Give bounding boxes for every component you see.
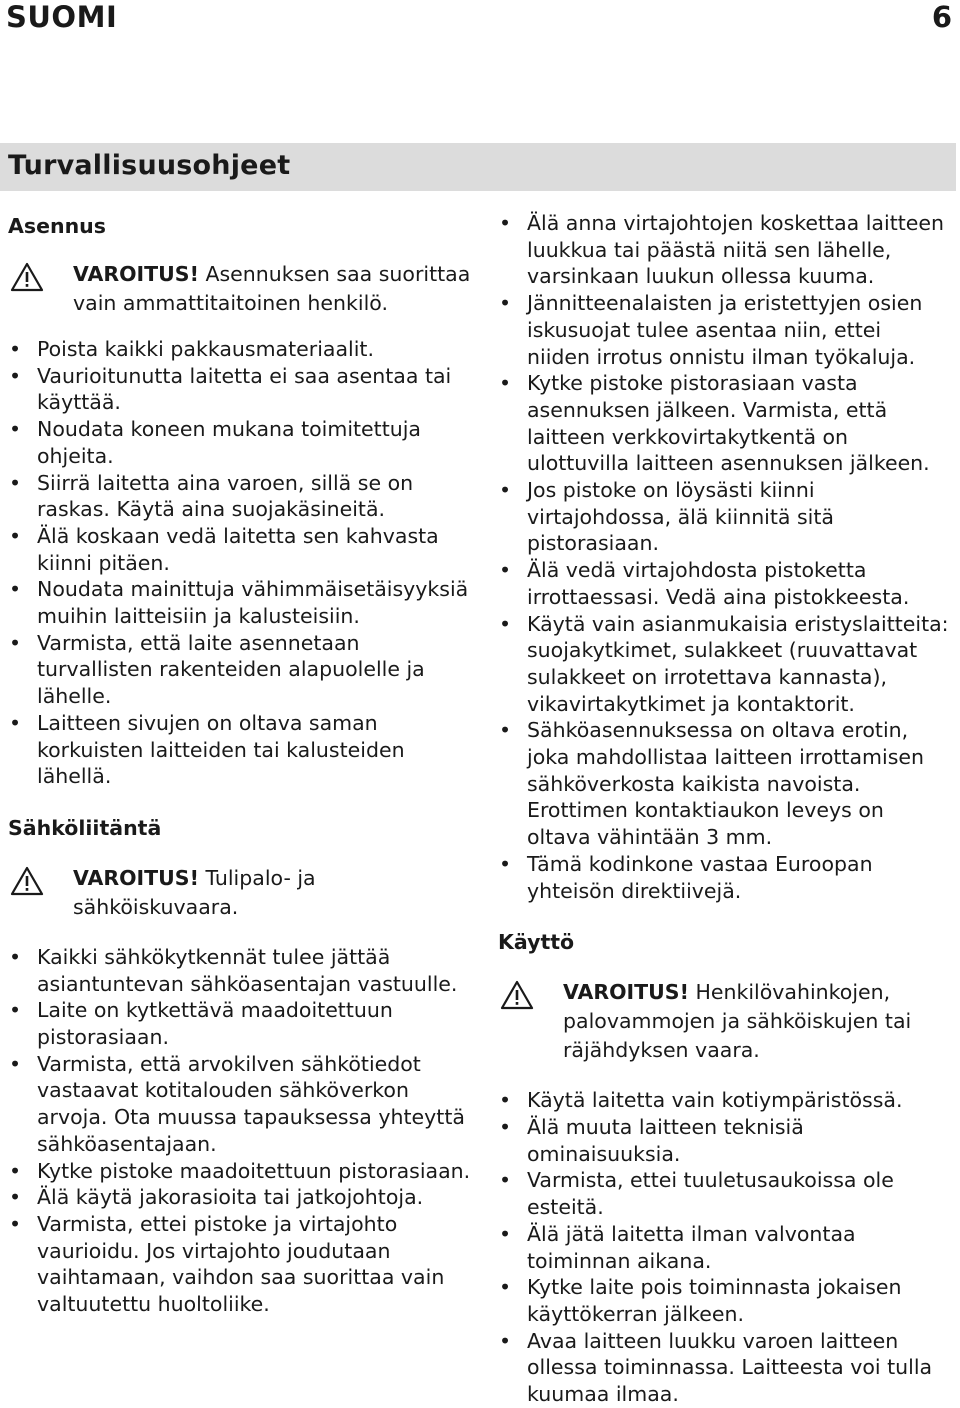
warning-kaytto (498, 978, 950, 1065)
language-label: SUOMI (6, 0, 118, 34)
page-number: 6 (931, 0, 952, 34)
list-item: • Vaurioitunutta laitetta ei saa asentaa tai käyttää. (8, 363, 478, 416)
list-item: • Jos pistoke on löysästi kiinni virtajohdossa, älä kiinnitä sitä pistorasiaan. (498, 477, 950, 557)
list-item: • Varmista, että arvokilven sähkötiedot vastaavat kotitalouden sähköverkon arvoja. Ota muussa tapauksessa yhteyttä sähköasentajaan. (8, 1051, 478, 1158)
list-item: • Varmista, ettei pistoke ja virtajohto vaurioidu. Jos virtajohto joudutaan vaihtamaan, vaihdon saa suorittaa vain valtuutettu huoltoliike. (8, 1211, 478, 1318)
list-item: • Avaa laitteen luukku varoen laitteen ollessa toiminnassa. Laitteesta voi tulla kuumaa ilmaa. (498, 1328, 950, 1408)
list-item: • Varmista, ettei tuuletusaukoissa ole esteitä. (498, 1167, 950, 1220)
warning-label: VAROITUS! (73, 865, 199, 890)
warning-triangle-icon (10, 262, 44, 292)
list-item: • Käytä vain asianmukaisia eristyslaitteita: suojakytkimet, sulakkeet (ruuvattavat sulakkeet on irrotettava kannasta), vikavirtakytkimet ja kontaktorit. (498, 611, 950, 718)
warning-label: VAROITUS! (563, 980, 689, 1005)
warning-triangle-icon (10, 866, 44, 896)
right-column (498, 210, 950, 1408)
warning-triangle-icon (500, 980, 534, 1010)
heading-asennus: Asennus (8, 214, 106, 238)
list-item: • Älä käytä jakorasioita tai jatkojohtoja. (8, 1184, 478, 1211)
list-item: • Käytä laitetta vain kotiympäristössä. (498, 1087, 950, 1114)
warning-label: VAROITUS! (73, 262, 199, 286)
list-item: • Älä vedä virtajohdosta pistoketta irrottaessasi. Vedä aina pistokkeesta. (498, 557, 950, 610)
warning-asennus (8, 260, 478, 318)
left-column (8, 212, 478, 1318)
heading-sahkoliitanta: Sähköliitäntä (8, 815, 162, 840)
list-item: • Poista kaikki pakkausmateriaalit. (8, 336, 478, 363)
list-item: • Kytke pistoke pistorasiaan vasta asennuksen jälkeen. Varmista, että laitteen verkkovirtakytkentä on ulottuvilla laitteen asennuksen jälkeen. (498, 370, 950, 477)
list-item: • Älä koskaan vedä laitetta sen kahvasta kiinni pitäen. (8, 523, 478, 576)
list-item: • Älä anna virtajohtojen koskettaa laitteen luukkua tai päästä niitä sen lähelle, varsinkaan luukun ollessa kuuma. (498, 210, 950, 290)
list-item: • Kaikki sähkökytkennät tulee jättää asiantuntevan sähköasentajan vastuulle. (8, 944, 478, 997)
list-item: • Laitteen sivujen on oltava saman korkuisten laitteiden tai kalusteiden lähellä. (8, 710, 478, 790)
list-item: • Noudata koneen mukana toimitettuja ohjeita. (8, 416, 478, 469)
warning-text: Asennuksen saa suorittaa vain ammattitaitoinen henkilö. (73, 262, 471, 315)
list-item: • Jännitteenalaisten ja eristettyjen osien iskusuojat tulee asentaa niin, ettei niiden irrotus onnistu ilman työkaluja. (498, 290, 950, 370)
warning-text: Henkilövahinkojen, palovammojen ja sähköiskujen tai räjähdyksen vaara. (563, 980, 912, 1063)
warning-sahkoliitanta (8, 864, 478, 922)
page-title: Turvallisuusohjeet (8, 150, 291, 181)
list-item: • Kytke laite pois toiminnasta jokaisen käyttökerran jälkeen. (498, 1274, 950, 1327)
page-header (0, 0, 960, 40)
list-item: • Siirrä laitetta aina varoen, sillä se on raskas. Käytä aina suojakäsineitä. (8, 470, 478, 523)
electrical-safety-list (498, 210, 950, 904)
section-title-bar (0, 143, 956, 191)
list-item: • Älä jätä laitetta ilman valvontaa toiminnan aikana. (498, 1221, 950, 1274)
list-item: • Älä muuta laitteen teknisiä ominaisuuksia. (498, 1114, 950, 1167)
list-item: • Noudata mainittuja vähimmäisetäisyyksiä muihin laitteisiin ja kalusteisiin. (8, 576, 478, 629)
heading-kaytto: Käyttö (498, 930, 575, 955)
list-item: • Laite on kytkettävä maadoitettuun pistorasiaan. (8, 997, 478, 1050)
list-item: • Tämä kodinkone vastaa Euroopan yhteisön direktiivejä. (498, 851, 950, 904)
warning-text: Tulipalo- ja sähköiskuvaara. (73, 865, 316, 919)
sahkoliitanta-list (8, 944, 478, 1318)
list-item: • Sähköasennuksessa on oltava erotin, joka mahdollistaa laitteen irrottamisen sähköverkosta kaikista navoista. Erottimen kontaktiaukon leveys on oltava vähintään 3 mm. (498, 717, 950, 851)
kaytto-list (498, 1087, 950, 1407)
asennus-list (8, 336, 478, 790)
list-item: • Varmista, että laite asennetaan turvallisten rakenteiden alapuolelle ja lähelle. (8, 630, 478, 710)
list-item: • Kytke pistoke maadoitettuun pistorasiaan. (8, 1158, 478, 1185)
